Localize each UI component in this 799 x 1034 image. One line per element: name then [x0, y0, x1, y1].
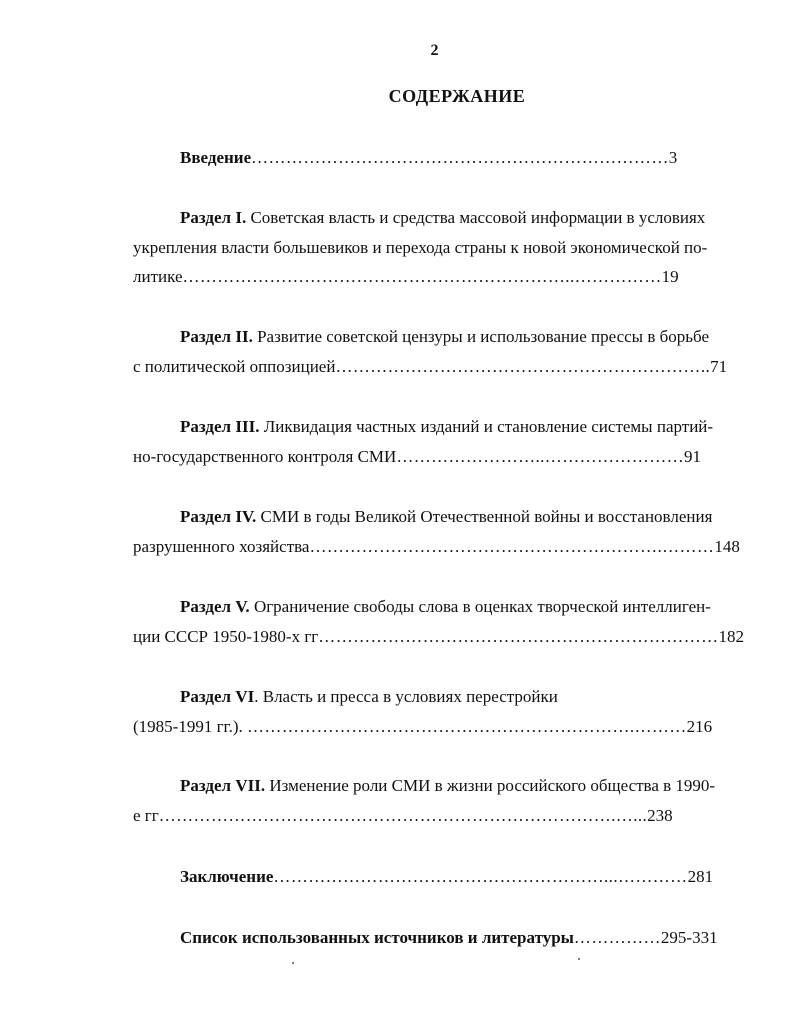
entry-page: 238	[647, 806, 673, 825]
toc-title: СОДЕРЖАНИЕ	[388, 86, 526, 106]
page-number: 2	[430, 42, 439, 59]
toc-entry-section-6-line-1	[180, 688, 558, 705]
entry-page: 3	[668, 148, 678, 167]
entry-label: Раздел VI	[180, 687, 255, 706]
entry-page: 19	[661, 267, 679, 286]
entry-text: но-государственного контроля СМИ	[133, 447, 397, 466]
entry-label: Раздел III.	[180, 417, 260, 436]
leader-dots: ………………………………………………………………	[251, 148, 669, 167]
entry-text: Развитие советской цензуры и использование прессы в борьбе	[252, 327, 709, 346]
leader-dots: …………………………………………………….………	[309, 537, 715, 556]
entry-label: Раздел VII.	[180, 776, 266, 795]
entry-page: 182	[718, 627, 744, 646]
toc-entry-section-4-line-1	[180, 508, 712, 525]
entry-text: Советская власть и средства массовой информации в условиях	[246, 208, 706, 227]
entry-label: Заключение	[180, 867, 274, 886]
entry-label: Список использованных источников и литературы	[180, 928, 574, 947]
toc-entry-section-2-line-2	[133, 358, 727, 375]
toc-entry-section-1-line-1	[180, 209, 705, 226]
leader-dots: …………………………………………………………..……………	[182, 267, 662, 286]
entry-text: с политической оппозицией	[133, 357, 336, 376]
scan-speck	[578, 958, 580, 960]
leader-dots: ……………………..……………………	[396, 447, 685, 466]
entry-page: 148	[714, 537, 740, 556]
leader-dots: ………………………………………………………..	[335, 357, 711, 376]
leader-dots: ………………………………………………………….………	[247, 717, 687, 736]
toc-entry-section-5-line-2	[133, 628, 744, 645]
toc-entry-section-2-line-1	[180, 328, 709, 345]
toc-entry-references	[180, 929, 718, 946]
entry-text: Ликвидация частных изданий и становление системы партий-	[259, 417, 714, 436]
entry-text: литике	[133, 267, 183, 286]
entry-page: 295-331	[660, 928, 718, 947]
toc-entry-introduction	[180, 149, 677, 166]
toc-entry-section-4-line-2	[133, 538, 740, 555]
leader-dots: ……………	[573, 928, 661, 947]
entry-page: 91	[684, 447, 702, 466]
entry-text: ции СССР 1950-1980-х гг	[133, 627, 319, 646]
entry-text: . Власть и пресса в условиях перестройки	[254, 687, 558, 706]
toc-entry-section-7-line-2	[133, 807, 673, 824]
entry-page: 281	[687, 867, 714, 886]
entry-label: Раздел V.	[180, 597, 250, 616]
scan-speck	[292, 962, 294, 964]
entry-label: Раздел I.	[180, 208, 247, 227]
entry-text: е гг	[133, 806, 159, 825]
toc-entry-section-7-line-1	[180, 777, 715, 794]
entry-page: 216	[686, 717, 713, 736]
toc-entry-section-6-line-2	[133, 718, 712, 735]
entry-text: Изменение роли СМИ в жизни российского общества в 1990-	[265, 776, 716, 795]
leader-dots: …………………………………………………………………….…...	[158, 806, 648, 825]
entry-page: 71	[710, 357, 728, 376]
entry-text: (1985-1991 гг.).	[133, 717, 248, 736]
entry-label: Раздел II.	[180, 327, 253, 346]
toc-entry-section-1-line-2	[133, 239, 707, 256]
toc-entry-section-3-line-1	[180, 418, 713, 435]
toc-entry-section-5-line-1	[180, 598, 711, 615]
entry-label: Введение	[180, 148, 252, 167]
toc-entry-section-1-line-3	[133, 268, 679, 285]
toc-entry-conclusion	[180, 868, 713, 885]
leader-dots: ……………………………………………………………	[318, 627, 719, 646]
entry-text: разрушенного хозяйства	[133, 537, 310, 556]
entry-text: Ограничение свободы слова в оценках творческой интеллиген-	[249, 597, 711, 616]
entry-text: СМИ в годы Великой Отечественной войны и восстановления	[256, 507, 713, 526]
entry-text: укрепления власти большевиков и перехода страны к новой экономической по-	[133, 238, 708, 257]
entry-label: Раздел IV.	[180, 507, 257, 526]
toc-entry-section-3-line-2	[133, 448, 701, 465]
leader-dots: …………………………………………………...…………	[273, 867, 688, 886]
